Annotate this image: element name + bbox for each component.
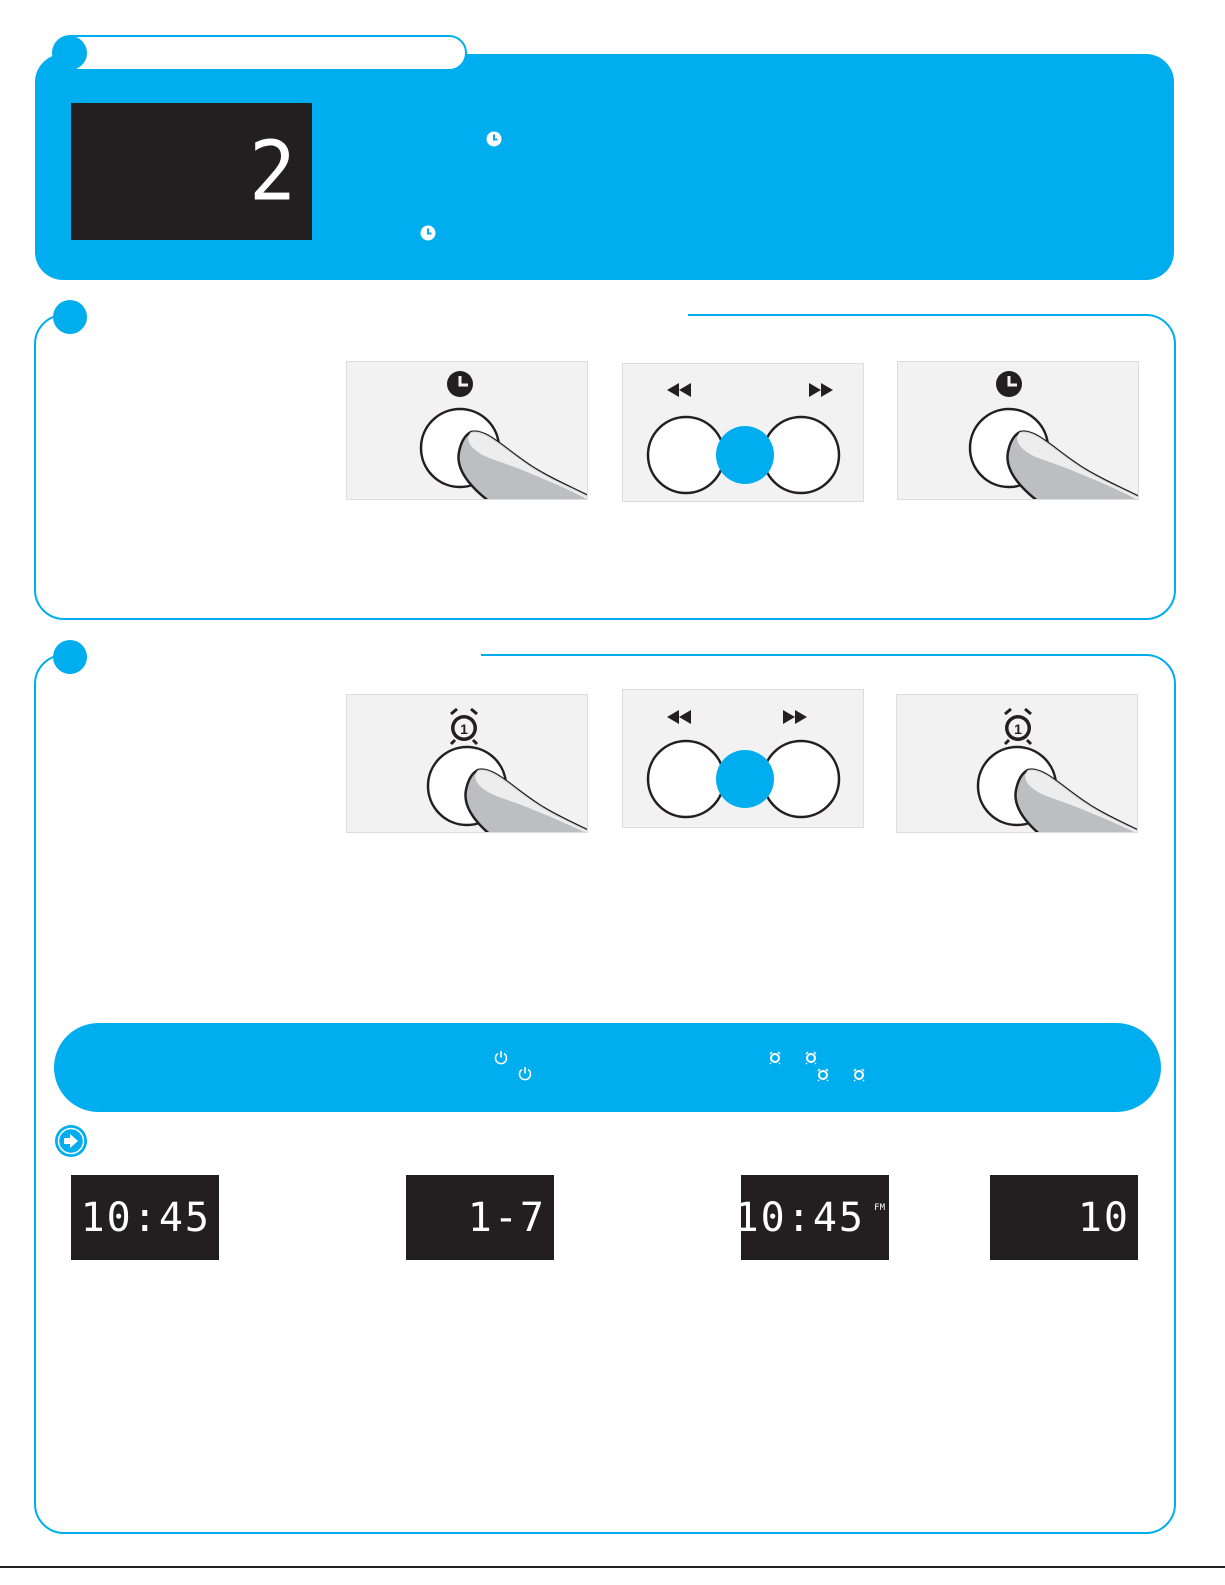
step-3-marker [53, 640, 87, 674]
rewind-icon [667, 383, 691, 397]
lcd-display-days: 1-7 [406, 1175, 554, 1260]
lcd-display-fm-time: 10:45 FM [741, 1175, 889, 1260]
step-1-marker [53, 36, 87, 70]
alarm-icon [768, 1051, 782, 1065]
section-1-tab [52, 35, 467, 71]
svg-text:1: 1 [460, 721, 468, 737]
bottom-rule [0, 1566, 1225, 1568]
step-2-marker [53, 300, 87, 334]
power-icon [518, 1066, 532, 1081]
alarm-adjust-buttons-panel [622, 689, 864, 828]
clock-button-panel [346, 361, 588, 500]
clock-icon [486, 131, 502, 147]
info-banner [54, 1023, 1161, 1112]
alarm-1-icon [1005, 709, 1031, 744]
lcd-value: 2 [249, 124, 298, 219]
rewind-button [648, 741, 724, 817]
svg-text:1: 1 [1014, 721, 1022, 737]
alarm-button-panel-confirm [896, 694, 1138, 833]
fast-forward-button [763, 417, 839, 493]
fast-forward-button [763, 741, 839, 817]
alarm-button-panel [346, 694, 588, 833]
rewind-icon [667, 710, 691, 724]
arrow-right-icon [54, 1124, 88, 1158]
fm-badge: FM [874, 1203, 885, 1213]
rewind-button [648, 417, 724, 493]
alarm-1-icon [451, 709, 477, 744]
alarm-icon [804, 1051, 818, 1065]
lcd-display-main [71, 103, 312, 240]
power-icon [494, 1050, 508, 1065]
step-highlight [716, 426, 774, 484]
clock-button-panel-confirm [897, 361, 1139, 500]
clock-icon [420, 225, 436, 241]
fast-forward-icon [809, 383, 833, 397]
lcd-display-time: 10:45 [71, 1175, 219, 1260]
alarm-icon [852, 1068, 866, 1082]
fast-forward-icon [783, 710, 807, 724]
step-highlight [716, 750, 774, 808]
alarm-icon [816, 1068, 830, 1082]
lcd-display-volume: 10 [990, 1175, 1138, 1260]
adjust-buttons-panel [622, 363, 864, 502]
